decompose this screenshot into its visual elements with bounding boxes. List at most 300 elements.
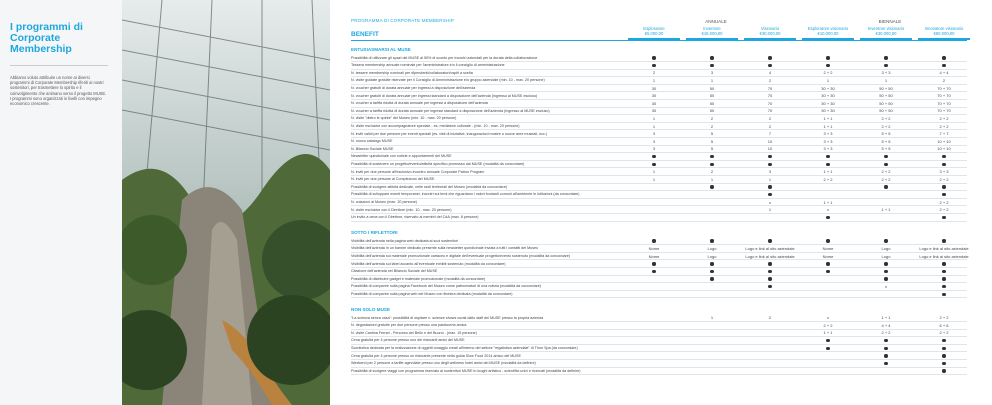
included-dot-icon [856,276,916,281]
row-label: N. voucher gratuiti di durata annuale per ingressi standard a disposizione dell'azienda (ingresso al MUSE escluso) [351,93,538,98]
included-dot-icon [740,184,800,189]
column-name: Inventore [703,26,721,31]
row-label: N. nuovo catalogo MUSE [351,139,393,144]
table-cell: 4 + 4 [939,70,949,76]
included-dot-icon [624,269,684,274]
column-header [742,27,798,37]
column-name: Esploratore [643,26,665,31]
table-cell: 6 + 6 [939,322,949,328]
row-label: N. inviti per due persone al Compleanno del MUSE [351,177,435,182]
included-dot-icon [914,238,974,243]
row-label: Visibilità dell'azienda sui label accanto all'eventuale exhibit sostenuto (modalità da concordare) [351,261,506,266]
included-dot-icon [914,162,974,167]
table-cell: 30 + 30 [821,85,835,91]
dot-icon [942,155,945,158]
included-dot-icon [856,338,916,343]
dot-icon [942,354,945,357]
row-label: N. visite guidate gratuite riservate per il Consiglio di Amministrazione e/o gruppo aziendale (min. 10 - max. 20 persone) [351,78,545,83]
table-cell: 1 [710,315,714,321]
table-cell: 5 + 5 [881,131,891,137]
row-label: Possibilità di sviluppare eventi temporanei, incontri sui temi che riguardano i valori fondanti comuni all'ambiente le istituzioni (da concordare) [351,192,580,197]
included-dot-icon [914,192,974,197]
table-cell: 2 [652,70,656,76]
table-cell: 30 [651,100,657,106]
included-dot-icon [914,276,974,281]
table-cell: 2 + 2 [823,176,833,182]
dot-icon [768,285,771,288]
dot-icon [942,64,945,67]
included-dot-icon [624,154,684,159]
dot-icon [768,56,771,59]
table-cell: 7 [768,131,772,137]
column-price: €5.000,00 [644,30,664,36]
dot-icon [768,193,771,196]
included-dot-icon [682,261,742,266]
column-price: €30.000,00 [759,30,781,36]
table-cell: 1 [710,176,714,182]
included-dot-icon [914,154,974,159]
table-cell: 2 + 2 [939,330,949,336]
dot-icon [710,155,713,158]
dot-icon [826,339,829,342]
table-cell: 5 [710,146,714,152]
dot-icon [652,163,655,166]
column-price: €30.000,00 [875,30,897,36]
column-header [916,27,972,37]
table-cell: 70 [767,100,773,106]
row-label: Possibilità di comparire sulla pagina Facebook del Museo come patrocinatori di una notizia (modalità da concordare) [351,284,542,289]
table-cell: 1 [768,176,772,182]
table-cell: 2 + 2 [881,116,891,122]
included-dot-icon [624,63,684,68]
included-dot-icon [856,238,916,243]
column-header-rule [918,38,970,40]
table-cell: 5 [710,138,714,144]
table-cell: 30 + 30 [821,100,835,106]
row-label: Weekend per 2 persone a tariffe agevolate presso uno degli wellness hotel amici del MUSE (modalità da definire) [351,361,536,366]
column-name: Innovatore visionario [924,26,964,31]
table-cell: Logo [707,246,717,252]
table-cell: 2 [942,78,946,84]
dot-icon [884,185,887,188]
included-dot-icon [798,338,858,343]
table-cell: 70 [767,93,773,99]
dot-icon [652,239,655,242]
table-cell: Logo e link al sito aziendale [745,253,795,259]
dot-icon [826,56,829,59]
included-dot-icon [740,261,800,266]
dot-icon [768,239,771,242]
dot-icon [710,277,713,280]
group-annual: ANNUALE [705,19,727,24]
table-cell: 1 + 1 [823,123,833,129]
table-cell: x [769,199,771,205]
dot-icon [884,277,887,280]
included-dot-icon [798,346,858,351]
column-header [684,27,740,37]
included-dot-icon [798,55,858,60]
row-label: Possibilità di svolgere attività dedicate, nelle sedi territoriali del Museo (modalità da concordare) [351,184,507,189]
table-cell: 1 + 1 [823,330,833,336]
dot-icon [942,285,945,288]
included-dot-icon [740,269,800,274]
included-dot-icon [914,292,974,297]
included-dot-icon [914,215,974,220]
table-cell: 2 [710,123,714,129]
dot-icon [942,347,945,350]
table-cell: 30 [651,93,657,99]
dot-icon [710,270,713,273]
table-cell: 3 + 3 [823,131,833,137]
table-cell: 30 [651,108,657,114]
table-cell: 50 + 50 [879,85,893,91]
dot-icon [942,293,945,296]
table-cell: 3 [652,138,656,144]
table-cell: 10 [767,146,773,152]
table-cell: 1 [768,207,772,213]
row-label: N. visite Cantina Ferrari - Percorso del Bello e del Buono - (max. 15 persone) [351,330,477,335]
included-dot-icon [740,154,800,159]
benefit-label: BENEFIT [351,31,379,38]
table-cell: Nome [822,246,834,252]
table-cell: 10 [767,138,773,144]
dot-icon [942,339,945,342]
intro-divider [10,65,108,66]
benefit-divider [351,40,967,41]
table-cell: 3 [652,146,656,152]
included-dot-icon [740,55,800,60]
column-price: €60.000,00 [933,30,955,36]
table-cell: 70 + 70 [937,100,951,106]
row-label: Un invito a cena con il Direttore, riservato ai membri del CdA (max. 8 persone) [351,215,479,220]
dot-icon [826,155,829,158]
dot-icon [652,155,655,158]
table-cell: 2 + 2 [939,199,949,205]
dot-icon [884,239,887,242]
included-dot-icon [914,184,974,189]
row-label: Cena gratuita per 4 persone presso un ristorante presente nella guida Slow Food 2014 amico del MUSE [351,353,521,358]
section-title: ENTUSIASMARSI AL MUSE [351,47,411,52]
included-dot-icon [856,346,916,351]
dot-icon [710,56,713,59]
row-label: Scontistica dedicata per la realizzazione di oggetti omaggio creati all'interno del settore "regalistica aziendale" di Thun Spa (da concordare) [351,345,578,350]
table-cell: 3 + 3 [939,169,949,175]
included-dot-icon [914,353,974,358]
table-cell: 1 + 1 [823,116,833,122]
table-row [351,290,967,298]
table-cell: 2 [768,78,772,84]
table-cell: 2 + 2 [939,116,949,122]
row-label: Visibilità dell'azienda sul materiale promozionale cartaceo e digitale dell'eventuale progetto/evento sostenuto (modalità da concordare) [351,253,571,258]
included-dot-icon [856,184,916,189]
table-cell: 5 [710,131,714,137]
included-dot-icon [740,276,800,281]
section-title: SOTTO I RIFLETTORI [351,230,398,236]
dot-icon [768,262,771,265]
dot-icon [710,239,713,242]
dot-icon [884,362,887,365]
included-dot-icon [740,284,800,289]
dot-icon [942,193,945,196]
row-label: Newsletter quindicinale con notizie e appuntamenti del MUSE [351,154,452,159]
included-dot-icon [682,184,742,189]
table-cell: 70 + 70 [937,85,951,91]
dot-icon [710,163,713,166]
table-cell: 50 [709,85,715,91]
column-name: Esploratore visionario [807,26,849,31]
included-dot-icon [682,238,742,243]
column-name: Inventore visionario [867,26,905,31]
table-cell: 70 [767,108,773,114]
column-header-rule [686,38,738,40]
included-dot-icon [624,261,684,266]
column-header-rule [744,38,796,40]
table-cell: 1 [884,78,888,84]
column-header [800,27,856,37]
row-label: Visibilità dell'azienda in un banner dedicato presente sulla newsletter quindicinale inviata a tutti i contatti del Museo [351,246,539,251]
dot-icon [884,354,887,357]
table-cell: 10 + 10 [937,146,951,152]
included-dot-icon [740,63,800,68]
dot-icon [884,163,887,166]
table-cell: 2 + 2 [881,123,891,129]
table-row [351,214,967,222]
included-dot-icon [914,261,974,266]
included-dot-icon [740,238,800,243]
included-dot-icon [856,361,916,366]
included-dot-icon [856,162,916,167]
table-cell: 2 + 2 [939,176,949,182]
included-dot-icon [624,55,684,60]
included-dot-icon [856,261,916,266]
table-cell: 30 [651,85,657,91]
included-dot-icon [624,162,684,167]
included-dot-icon [624,238,684,243]
table-cell: 2 [768,315,772,321]
table-cell: 3 [768,169,772,175]
table-cell: 3 [710,70,714,76]
dot-icon [768,155,771,158]
dot-icon [768,185,771,188]
table-cell: 2 + 2 [881,330,891,336]
table-cell: 3 + 3 [881,70,891,76]
table-cell: x [827,315,829,321]
intro-title: I programmi di Corporate Membership [10,21,83,55]
included-dot-icon [914,55,974,60]
greenhouse-photo [122,0,330,405]
included-dot-icon [798,261,858,266]
row-label: Possibilità di comparire sulla pagina web del Museo con finestra dedicata (modalità da concordare) [351,291,513,296]
dot-icon [826,347,829,350]
included-dot-icon [856,55,916,60]
row-label: Possibilità di utilizzare gli spazi del MUSE al 50% di sconto per incontri aziendali per la durata della collaborazione [351,55,538,60]
section-title: NON SOLO MUSE [351,307,391,312]
column-price: €10.000,00 [817,30,839,36]
table-cell: 2 + 2 [939,207,949,213]
dot-icon [884,64,887,67]
table-cell: Logo [881,246,891,252]
table-cell: 1 [826,78,830,84]
row-label: N. voucher a tariffa ridotta di durata annuale per ingressi standard a disposizione dell'azienda (ingresso al MUSE escluso) [351,108,550,113]
table-cell: 10 + 10 [937,138,951,144]
table-cell: 2 + 2 [881,169,891,175]
row-label: N. Bilancio Sociale MUSE [351,146,394,151]
included-dot-icon [682,63,742,68]
dot-icon [884,155,887,158]
row-label: N. colazioni al Museo (max. 20 persone) [351,199,417,204]
row-label: N. visite esclusive con il Direttore (min. 10 - max. 20 persone) [351,207,452,212]
table-cell: 1 + 1 [881,207,891,213]
table-cell: Logo e link al sito aziendale [919,246,969,252]
column-name: Visionario [760,26,780,31]
row-label: Visibilità dell'azienda nella pagina web dedicata ai suoi sostenitori [351,238,459,243]
table-cell: Logo e link al sito aziendale [745,246,795,252]
included-dot-icon [856,269,916,274]
dot-icon [826,64,829,67]
dot-icon [884,270,887,273]
column-header [858,27,914,37]
column-header-rule [802,38,854,40]
dot-icon [942,277,945,280]
dot-icon [884,262,887,265]
column-header-rule [628,38,680,40]
table-cell: 7 + 7 [939,131,949,137]
table-cell: 1 [652,78,656,84]
dot-icon [768,163,771,166]
table-cell: 2 + 2 [823,70,833,76]
intro-panel [0,0,122,405]
table-cell: 4 + 4 [881,322,891,328]
table-cell: x [885,284,887,290]
table-cell: 50 [709,100,715,106]
table-cell: 2 + 2 [939,123,949,129]
table-cell: 1 + 1 [823,169,833,175]
dot-icon [826,216,829,219]
table-cell: 70 + 70 [937,108,951,114]
included-dot-icon [798,63,858,68]
dot-icon [884,56,887,59]
dot-icon [652,270,655,273]
column-header [626,27,682,37]
included-dot-icon [682,55,742,60]
dot-icon [942,163,945,166]
included-dot-icon [914,346,974,351]
included-dot-icon [856,154,916,159]
included-dot-icon [914,361,974,366]
intro-body: Abbiamo voluto attribuire un nome ai diversi programmi di Corporate Membership riferiti ai nostri sostenitori, per trasmettere lo spirito e il coinvolgimento che animano verso il progetto MUSE. I programmi sono organizzati in livelli con impegno economico crescente. [10,75,107,107]
table-cell: 1 + 1 [881,315,891,321]
table-cell: 1 [710,78,714,84]
table-cell: 2 + 2 [939,315,949,321]
row-label: Possibilità di sostenere un progetto/evento/attività specifico promosso dal MUSE (modalità da concordare) [351,161,525,166]
row-label: N. inviti validi per due persone per eventi speciali (es. visti di iniziative, inaugurazioni mostre o nuove aree museali, ecc.) [351,131,548,136]
table-cell: 4 [768,70,772,76]
row-label: "La scienza senza casa": possibilità di ospitare n. scienze shows curati dallo staff del MUSE presso la propria azienda [351,315,544,320]
table-cell: 1 [652,169,656,175]
table-cell: 30 + 30 [821,108,835,114]
included-dot-icon [856,63,916,68]
included-dot-icon [740,162,800,167]
table-cell: Logo e link al sito aziendale [919,253,969,259]
included-dot-icon [682,276,742,281]
table-cell: 3 + 3 [823,138,833,144]
table-cell: Nome [648,246,660,252]
included-dot-icon [914,63,974,68]
dot-icon [826,262,829,265]
dot-icon [942,216,945,219]
table-cell: 5 + 5 [881,146,891,152]
dot-icon [884,339,887,342]
table-cell: Nome [822,253,834,259]
table-cell: 50 + 50 [879,93,893,99]
table-cell: 2 [710,116,714,122]
table-cell: 50 [709,93,715,99]
row-label: Possibilità di svolgere viaggi con programma riservato ai sostenitori MUSE in luoghi artistico - scientifici unici e ricercati (modalità da definire) [351,368,581,373]
dot-icon [826,239,829,242]
included-dot-icon [798,238,858,243]
table-cell: 50 + 50 [879,100,893,106]
table-cell: 2 + 2 [823,322,833,328]
table-cell: 1 [652,123,656,129]
row-label: Tessera membership annuale nominale per l'amministratore e/o il consiglio di amministrazione [351,63,505,68]
row-label: N. voucher a tariffa ridotta di durata annuale per ingressi a disposizione dell'azienda [351,101,488,106]
dot-icon [826,270,829,273]
row-label: Cena gratuita per 4 persone presso uno dei ristoranti amici del MUSE [351,338,465,343]
table-cell: 30 + 30 [821,93,835,99]
row-label: Citazione dell'azienda nel Bilancio Sociale del MUSE [351,269,438,274]
included-dot-icon [914,338,974,343]
dot-icon [710,262,713,265]
dot-icon [942,185,945,188]
dot-icon [942,56,945,59]
table-cell: 2 [768,116,772,122]
row-label: N. degustazioni gratuite per due persone presso una pasticceria amica [351,323,467,328]
group-biennial: BIENNALE [878,19,902,24]
table-cell: 3 + 3 [823,146,833,152]
table-cell: 2 + 2 [881,176,891,182]
dot-icon [942,239,945,242]
dot-icon [652,56,655,59]
table-cell: 1 [652,176,656,182]
included-dot-icon [682,154,742,159]
table-cell: 50 [709,108,715,114]
dot-icon [942,362,945,365]
table-cell: 3 [652,131,656,137]
dot-icon [826,163,829,166]
table-cell: 70 [767,85,773,91]
included-dot-icon [856,353,916,358]
table-row [351,367,967,375]
dot-icon [884,347,887,350]
table-cell: Logo [881,253,891,259]
table-cell: 2 [768,123,772,129]
table-cell: 1 [652,116,656,122]
included-dot-icon [798,162,858,167]
row-label: N. tessere membership nominali per dipendenti/collaboratori/ospiti a scelta [351,70,473,75]
column-header-rule [860,38,912,40]
row-label: N. visite esclusive con accompagnatore speciale - es. mediatore culturale - (min. 10 - max. 20 persone) [351,123,520,128]
included-dot-icon [682,162,742,167]
table-cell: 50 + 50 [879,108,893,114]
table-cell: 5 + 5 [881,138,891,144]
doc-title: PROGRAMMA DI CORPORATE MEMBERSHIP [351,18,455,23]
included-dot-icon [740,192,800,197]
table-cell: Logo [707,253,717,259]
included-dot-icon [682,269,742,274]
row-label: N. inviti per due persone all'esclusivo incontro annuale Corporate Patron Program [351,169,485,174]
dot-icon [942,369,945,372]
dot-icon [942,262,945,265]
